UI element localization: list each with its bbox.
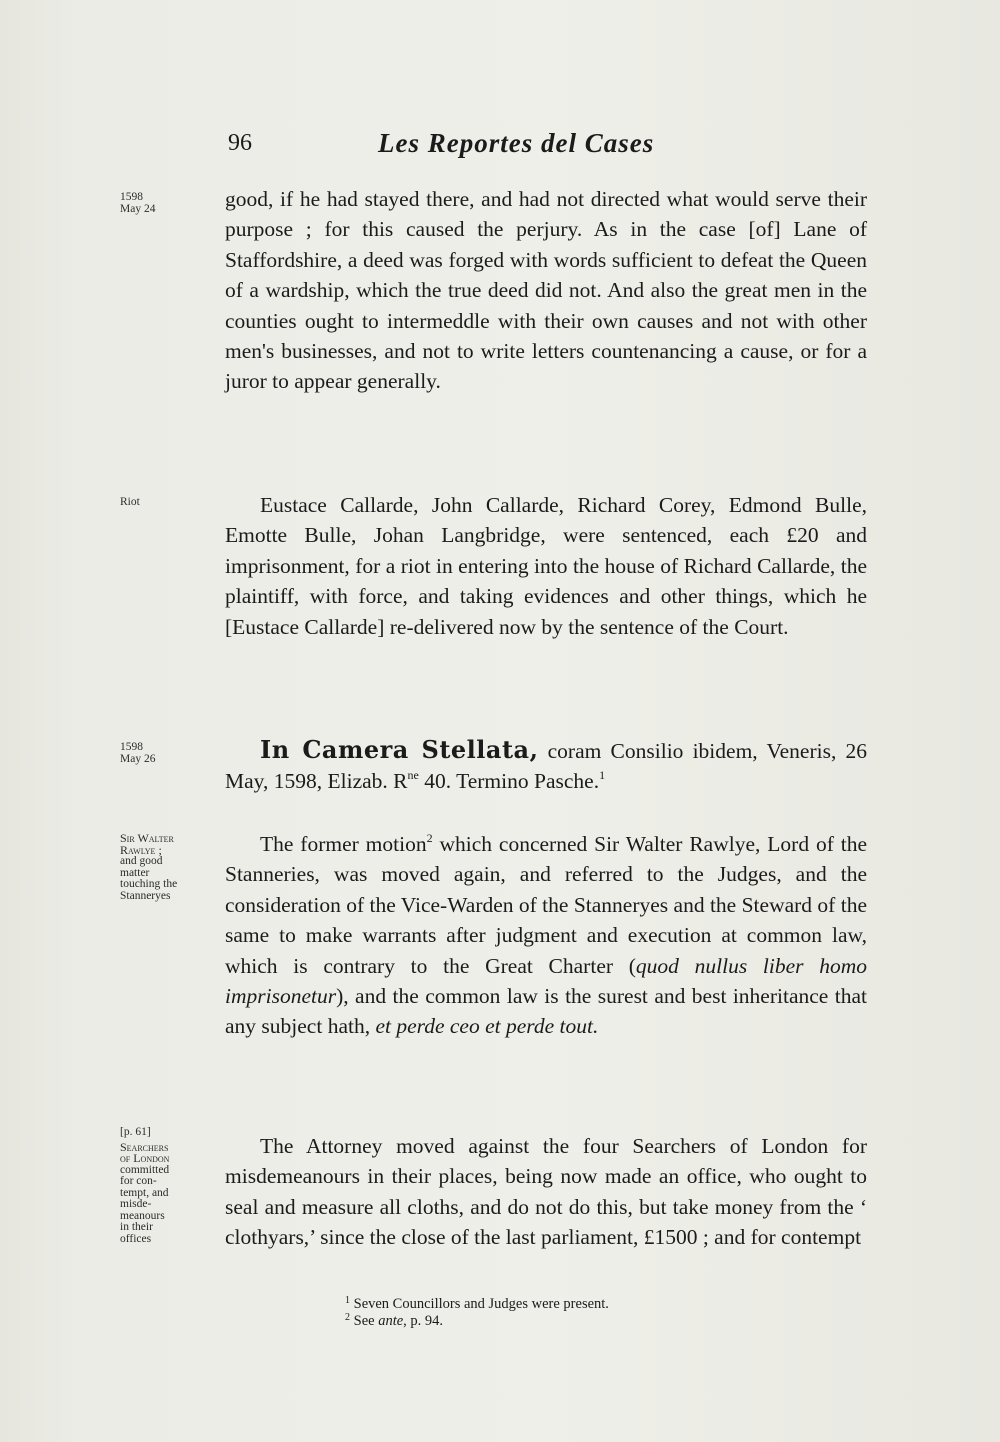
footnote-number: 2 — [345, 1312, 350, 1323]
margin-line: offices — [120, 1232, 152, 1245]
paragraph-rawlye — [225, 829, 867, 1042]
page-number: 96 — [228, 130, 252, 156]
margin-date-may-26 — [120, 742, 212, 765]
text-run: The former motion — [260, 832, 427, 856]
blackletter-heading: In Camera Stellata, — [260, 735, 539, 764]
footnotes — [345, 1296, 865, 1330]
margin-line: tempt, and — [120, 1186, 169, 1199]
running-title: Les Reportes del Cases — [378, 128, 655, 158]
margin-year: 1598 — [120, 191, 143, 203]
margin-line: for con- — [120, 1175, 157, 1187]
footnote-1 — [345, 1296, 865, 1313]
footnote-italic: ante — [378, 1313, 404, 1329]
margin-riot-label: Riot — [120, 496, 140, 508]
margin-date-may-24 — [120, 192, 212, 215]
margin-searchers — [120, 1127, 212, 1245]
paragraph-riot — [225, 490, 867, 642]
margin-rawlye — [120, 833, 212, 902]
margin-year: 1598 — [120, 741, 143, 753]
paragraph-text: The Attorney moved against the four Searchers of London for misdemeanours in their places, being now made an office, who ought to seal and measure all cloths, and do not do this, but take money from the ‘ clothyars,’ since the close of the last parliament, £1500 ; and for contempt — [225, 1134, 867, 1250]
paragraph-camera-stellata — [225, 735, 867, 797]
margin-day: May 26 — [120, 752, 156, 765]
margin-line: misde- — [120, 1198, 152, 1210]
margin-line: matter — [120, 866, 150, 879]
margin-line: Sir Walter — [120, 831, 174, 845]
page-header — [228, 128, 868, 168]
footnote-text: Seven Councillors and Judges were present. — [353, 1296, 609, 1312]
margin-line: Rawlye ; — [120, 842, 162, 857]
paragraph-text: good, if he had stayed there, and had not directed what would serve their purpose ; for this caused the perjury. As in the case [of] Lane of Staffordshire, a deed was forged with words sufficient to defeat the Queen of a wardship, which the true deed did not. And also the great men in the counties ought to intermeddle with their own causes and not with other men's businesses, and not to write letters countenancing a cause, or for a juror to appear generally. — [225, 187, 867, 394]
margin-line: Searchers — [120, 1139, 169, 1154]
margin-riot — [120, 497, 212, 509]
margin-line: meanours — [120, 1209, 165, 1222]
margin-line: committed — [120, 1163, 170, 1176]
italic-law-french: et perde ceo et perde tout. — [375, 1014, 599, 1039]
text-run: which concerned Sir Walter Rawlye, Lord of the Stanneries, was moved again, and referred to the Judges, and the consideration of the Vice-Warden of the Stanneryes and the Steward of the same to make warrants after judgment and execution at common law, which is contrary to the Great Charter ( — [225, 832, 868, 978]
footnote-2 — [345, 1313, 865, 1330]
margin-line: of London — [120, 1151, 170, 1165]
italic-latin: quod nullus liber homo imprisonetur — [225, 953, 868, 1009]
margin-line: [p. 61] — [120, 1126, 151, 1138]
text-run: ), and the common law is the surest and best inheritance that any subject hath, — [225, 984, 867, 1039]
margin-line: in their — [120, 1221, 153, 1233]
margin-line: touching the — [120, 878, 178, 890]
superscript: ne — [407, 768, 419, 783]
paragraph-perjury — [225, 184, 867, 397]
footnote-ref[interactable]: 1 — [599, 768, 606, 783]
paragraph-searchers — [225, 1131, 867, 1253]
text-run: 40. Termino Pasche. — [418, 769, 600, 794]
text-run: coram Consilio ibidem, Veneris, 26 May, 1598, Elizab. R — [225, 739, 867, 794]
footnote-text: , p. 94. — [403, 1313, 444, 1329]
footnote-ref[interactable]: 2 — [426, 831, 433, 845]
paragraph-text: Eustace Callarde, John Callarde, Richard Corey, Edmond Bulle, Emotte Bulle, Johan Langbridge, were sentenced, each £20 and imprisonment, for a riot in entering into the house of Richard Callarde, the plaintiff, with force, and taking evidences and other things, which he [Eustace Callarde] re-delivered now by the sentence of the Court. — [225, 493, 867, 639]
paragraph-text — [225, 735, 867, 797]
footnote-text: See — [353, 1313, 379, 1329]
paragraph-text — [225, 829, 867, 1042]
margin-line: and good — [120, 855, 163, 867]
margin-line: Stanneryes — [120, 889, 171, 902]
margin-day: May 24 — [120, 202, 156, 215]
footnote-number: 1 — [345, 1295, 350, 1306]
